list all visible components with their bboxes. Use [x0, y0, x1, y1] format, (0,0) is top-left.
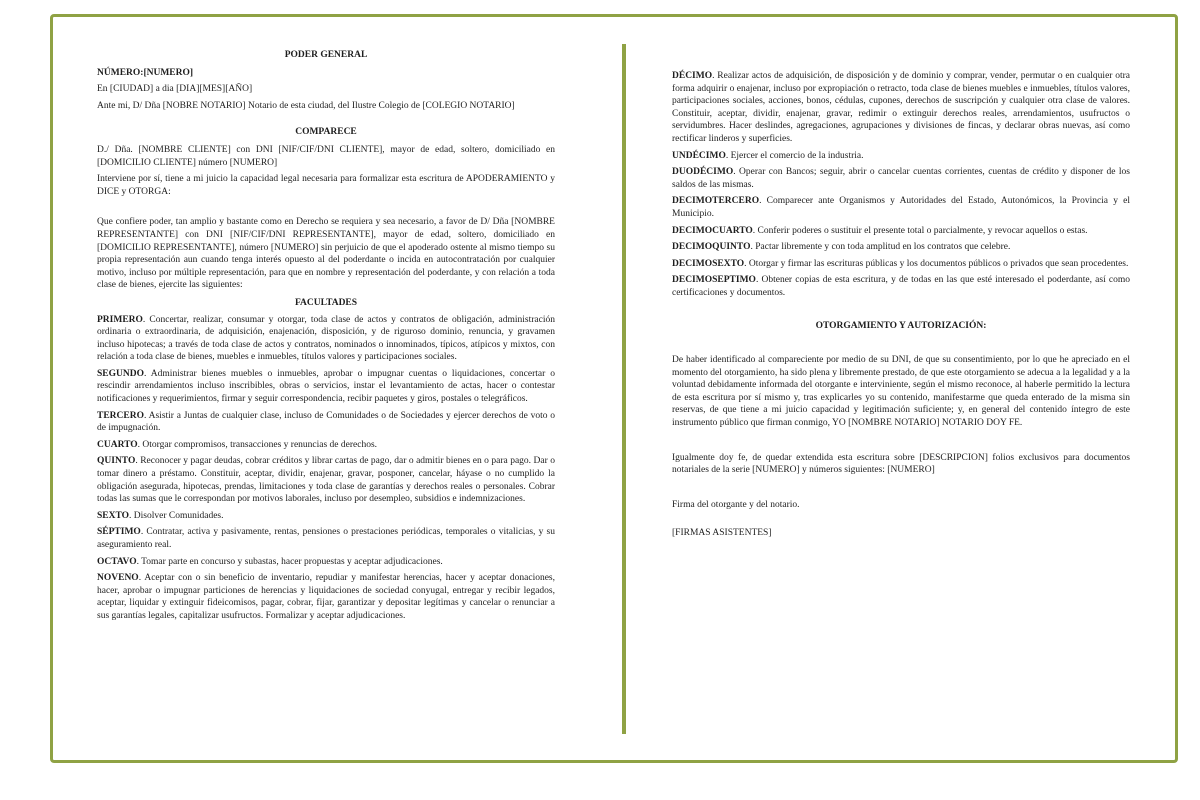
facultades-heading: FACULTADES [294, 297, 358, 308]
facultad-term: DÉCIMO [672, 71, 713, 81]
facultad-septimo [97, 526, 555, 551]
facultad-term: DECIMOQUINTO [672, 242, 751, 253]
facultad-term: QUINTO [97, 456, 136, 467]
comparece-paragraph: D./ Dña. [NOMBRE CLIENTE] con DNI [NIF/CIF/DNI CLIENTE], mayor de edad, soltero, domiciliado en [DOMICILIO CLIENTE] número [NUMERO] [97, 144, 555, 168]
facultad-noveno [97, 572, 555, 622]
facultad-term: DECIMOSEPTIMO [672, 275, 756, 286]
facultad-decimosexto [672, 258, 1130, 271]
facultad-term: SEGUNDO [97, 368, 144, 379]
facultad-text: . Otorgar compromisos, transacciones y renuncias de derechos. [137, 439, 378, 450]
facultad-term: TERCERO [97, 410, 144, 421]
facultad-term: PRIMERO [97, 314, 143, 325]
facultad-term: DUODÉCIMO [672, 167, 734, 178]
facultad-cuarto [97, 439, 555, 452]
left-column [97, 49, 555, 623]
facultad-text: . Administrar bienes muebles o inmuebles, aprobar o impugnar cuentas o liquidaciones, concertar o rescindir arrendamientos incluso inscribibles, obras o servicios, instar el levantamiento de actas, hacer o contestar notificaciones y requerimientos, firmar y seguir correspondencia, recibir paquetes y giros, postales o telegráficos. [97, 368, 555, 405]
facultad-decimoseptimo [672, 274, 1130, 299]
comparece-heading: COMPARECE [295, 127, 357, 138]
igualmente-paragraph: Igualmente doy fe, de quedar extendida esta escritura sobre [DESCRIPCION] folios exclusivos para documentos notariales de la serie [NUMERO] y números siguientes: [NUMERO] [672, 452, 1130, 476]
facultad-tercero [97, 410, 555, 435]
facultad-text: . Realizar actos de adquisición, de disposición y de dominio y comprar, vender, permutar o en cualquier otra forma adquirir o enajenar, incluso por expropiación o retracto, toda clase de bienes muebles e inmuebles, títulos valores, participaciones sociales, acciones, bonos, cédulas, cupones, derechos de suscripción y cualquier otra clase de valores. Constituir, aceptar, dividir, enajenar, gravar, redimir o extinguir derechos reales, arrendamientos, usufructos o servidumbres. Hacer deslindes, agregaciones, agrupaciones y divisiones de fincas, y declarar obras nuevas, así como rectificar linderos y superficies. [672, 71, 1130, 144]
right-column [672, 70, 1130, 540]
facultad-text: . Conferir poderes o sustituir el presente total o parcialmente, y revocar aquellos o estas. [752, 225, 1088, 236]
facultad-text: . Comparecer ante Organismos y Autoridades del Estado, Autonómicos, la Provincia y el Municipio. [672, 196, 1130, 219]
firma-line: Firma del otorgante y del notario. [672, 499, 800, 510]
facultad-segundo [97, 368, 555, 406]
facultad-decimocuarto [672, 225, 1130, 238]
numero-label: NÚMERO: [97, 67, 144, 78]
facultad-text: . Aceptar con o sin beneficio de inventario, repudiar y manifestar herencias, hacer y aceptar donaciones, hacer, aprobar o impugnar particiones de herencias y liquidaciones de sociedad conyugal, entregar y recibir legados, aceptar, liquidar y extinguir fideicomisos, pagar, cobrar, fijar, garantizar y depositar legítimas y cancelar o renunciar a sus garantías legales, capitalizar usufructos. Formalizar y aceptar adjudicaciones. [97, 573, 555, 621]
facultad-term: UNDÉCIMO [672, 150, 726, 161]
interviene-paragraph: Interviene por sí, tiene a mi juicio la capacidad legal necesaria para formalizar esta escritura de APODERAMIENTO y DICE y OTORGA: [97, 174, 555, 197]
facultad-duodecimo [672, 166, 1130, 191]
facultad-decimotercero [672, 195, 1130, 220]
facultad-text: . Tomar parte en concurso y subastas, hacer propuestas y aceptar adjudicaciones. [136, 556, 443, 567]
firmas-asistentes: [FIRMAS ASISTENTES] [672, 528, 772, 539]
facultad-text: . Otorgar y firmar las escrituras públicas y los documentos públicos o privados que sean procedentes. [744, 258, 1129, 269]
fecha-line: En [CIUDAD] a dia [DIA][MES][AÑO] [97, 84, 253, 95]
numero-value: [NUMERO] [143, 67, 194, 78]
facultad-term: SÉPTIMO [97, 527, 141, 538]
ante-paragraph: Ante mi, D/ Dña [NOBRE NOTARIO] Notario de esta ciudad, del Ilustre Colegio de [COLEGIO NOTARIO] [97, 100, 515, 111]
facultad-text: . Concertar, realizar, consumar y otorgar, toda clase de actos y contratos de obligación, administración ordinaria o extraordinaria, de adquisición, enajenación, disposición, y de riguroso dominio, renuncia, y gravamen incluso hipotecas; a través de toda clase de actos y contratos, nominados o innominados, típicos, atípicos y mixtos, con relación a toda clase de bienes, muebles e inmuebles, títulos valores y participaciones sociales. [97, 314, 555, 363]
facultad-octavo [97, 556, 555, 569]
facultad-term: SEXTO [97, 510, 130, 521]
facultad-term: DECIMOCUARTO [672, 225, 753, 236]
facultad-sexto [97, 510, 555, 523]
facultad-primero [97, 314, 555, 364]
facultad-text: . Disolver Comunidades. [129, 510, 224, 521]
facultad-decimo [672, 70, 1130, 146]
facultad-term: OCTAVO [97, 556, 137, 567]
facultad-text: . Obtener copias de esta escritura, y de todas en las que esté interesado el poderdante, así como certificaciones y documentos. [672, 275, 1130, 298]
otorgamiento-heading: OTORGAMIENTO Y AUTORIZACIÓN: [815, 320, 987, 331]
facultad-text: . Pactar libremente y con toda amplitud en los contratos que celebre. [750, 242, 1011, 253]
facultad-term: DECIMOSEXTO [672, 258, 745, 269]
otorgamiento-paragraph: De haber identificado al compareciente por medio de su DNI, de que su consentimiento, por lo que he apreciado en el momento del otorgamiento, ha sido plena y libremente prestado, de que este otorgamiento se adecua a la legalidad y a la voluntad debidamente informada del otorgante e interviniente, según el mismo reconoce, al haberle permitido la lectura de esta escritura por sí mismo y, tras explicarles yo su contenido, manifestarme que queda enterado de la misma sin reservas, de que tiene a mi juicio capacidad y legitimación suficiente; y, en general del contenido íntegro de este instrumento público que firman conmigo, YO [NOMBRE NOTARIO] NOTARIO DOY FE. [672, 355, 1130, 429]
facultad-quinto [97, 455, 555, 505]
facultad-term: CUARTO [97, 439, 138, 450]
confiere-paragraph: Que confiere poder, tan amplio y bastante como en Derecho se requiera y sea necesario, a favor de D/ Dña [NOMBRE REPRESENTANTE] con DNI [NIF/CIF/DNI REPRESENTANTE], mayor de edad, soltero, domiciliado en [DOMICILIO REPRESENTANTE], número [NUMERO] sin perjuicio de que el apoderado ostente al mismo tiempo su propia representación aun cuando tenga interés opuesto al del poderdante o incida en autocontratación por cualquier motivo, incluso por múltiple representación, para que en nombre y representación del poderdante, y con relación a toda clase de bienes, ejercite las siguientes: [97, 217, 555, 291]
document-title: PODER GENERAL [284, 50, 368, 60]
facultad-text: . Reconocer y pagar deudas, cobrar créditos y librar cartas de pago, dar o admitir bienes en o para pago. Dar o tomar dinero a préstamo. Constituir, aceptar, dividir, enajenar, gravar, posponer, cancelar, háyase o no cumplido la obligación asegurada, hipotecas, prendas, limitaciones y toda clase de garantías y derechos reales o personales. Cobrar todas las sumas que le correspondan por motivos laborales, incluso por desempleo, subsidios e indemnizaciones. [97, 456, 555, 505]
facultad-term: DECIMOTERCERO [672, 196, 760, 207]
facultad-term: NOVENO [97, 573, 139, 584]
column-divider [622, 44, 626, 734]
facultad-undecimo [672, 150, 1130, 163]
numero-line [97, 67, 555, 80]
facultad-text: . Ejercer el comercio de la industria. [725, 150, 864, 161]
facultad-text: . Contratar, activa y pasivamente, rentas, pensiones o prestaciones periódicas, temporales o vitalicias, y su aseguramiento real. [97, 527, 555, 550]
facultad-decimoquinto [672, 241, 1130, 254]
facultad-text: . Asistir a Juntas de cualquier clase, incluso de Comunidades o de Sociedades y ejercer derechos de voto o de impugnación. [97, 410, 555, 434]
facultad-text: . Operar con Bancos; seguir, abrir o cancelar cuentas corrientes, cuentas de crédito y disponer de los saldos de las mismas. [672, 167, 1130, 190]
